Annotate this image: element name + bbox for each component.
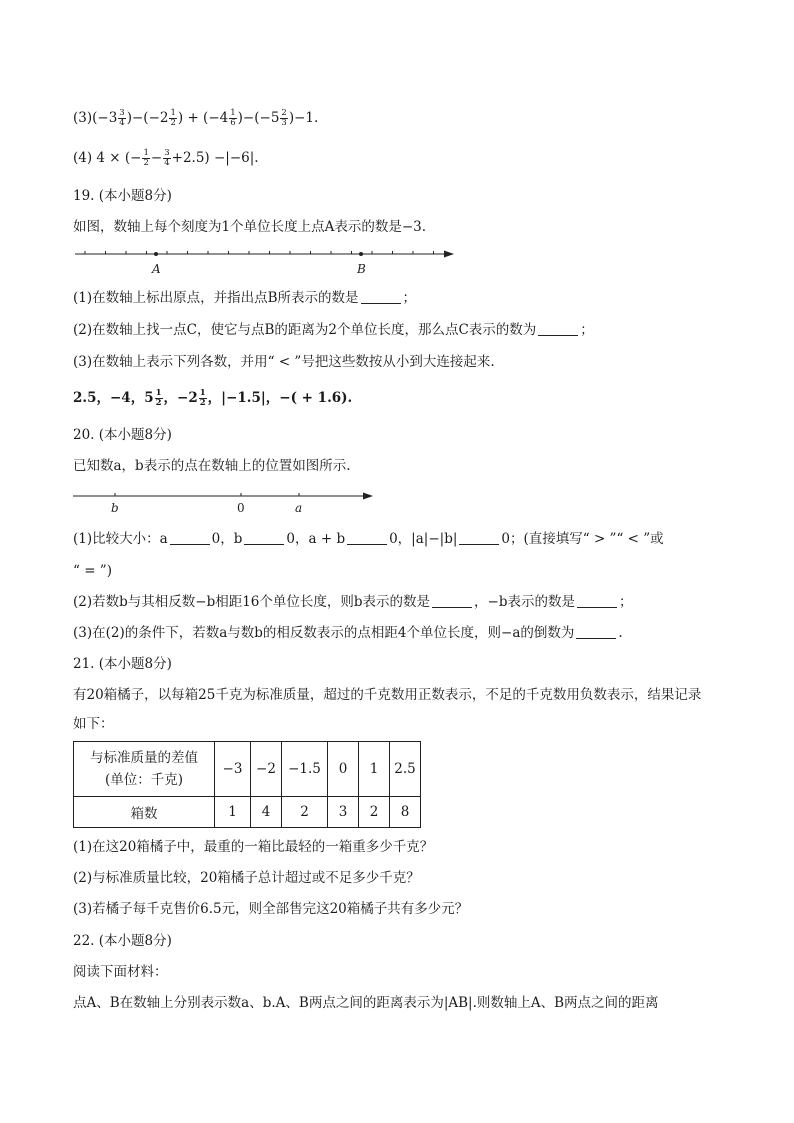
answer-blank — [577, 594, 617, 608]
q21-header: 21. (本小题8分) — [73, 656, 172, 672]
q20-part3 — [73, 623, 623, 643]
q19-part3: (3)在数轴上表示下列各数，并用“ < ”号把这些数按从小到大连接起来. — [73, 354, 495, 370]
answer-blank — [432, 594, 472, 608]
q21-data-table — [73, 741, 421, 828]
table-cell: −1.5 — [282, 742, 328, 797]
table-cell: 2.5 — [390, 742, 421, 797]
punct: ； — [402, 290, 417, 306]
frac-den: 6 — [230, 118, 236, 128]
expr-text: )−1. — [288, 110, 319, 126]
frac-den: 4 — [164, 158, 170, 168]
table-header-cell — [74, 742, 215, 797]
table-cell: 1 — [359, 742, 390, 797]
frac-num: 1 — [170, 108, 176, 118]
question-text: 0，a + b — [286, 531, 346, 547]
frac-num: 1 — [155, 388, 162, 398]
frac-num: 2 — [281, 108, 287, 118]
part-label: (3) — [73, 110, 93, 126]
header-line: (单位：千克) — [104, 772, 184, 788]
frac-num: 3 — [119, 108, 125, 118]
answer-blank — [347, 531, 387, 545]
question-text: 0，b — [211, 531, 243, 547]
table-cell: −2 — [251, 742, 282, 797]
answer-blank — [459, 531, 499, 545]
label-a: a — [295, 501, 303, 515]
q20-part2 — [73, 592, 633, 612]
q20-header: 20. (本小题8分) — [73, 427, 172, 443]
question-text: (2)在数轴上找一点C，使它与点B的距离为2个单位长度，那么点C表示的数为 — [73, 322, 537, 338]
frac-num: 1 — [199, 388, 206, 398]
q19-intro: 如图，数轴上每个刻度为1个单位长度上点A表示的数是−3. — [73, 219, 427, 235]
punct: . — [618, 625, 623, 641]
frac-den: 2 — [143, 158, 149, 168]
table-cell: 4 — [251, 797, 282, 828]
q19-header: 19. (本小题8分) — [73, 188, 172, 204]
frac-num: 1 — [230, 108, 236, 118]
numbers-text: ，|−1.5|，−( + 1.6). — [207, 390, 353, 406]
numbers-text: ，−2 — [163, 390, 198, 406]
question-text: ，−b表示的数是 — [474, 594, 576, 610]
q22-header: 22. (本小题8分) — [73, 933, 172, 949]
expr-text: − — [150, 150, 163, 166]
frac-den: 2 — [199, 398, 206, 408]
point-b-label: B — [357, 262, 366, 276]
q21-part2: (2)与标准质量比较，20箱橘子总计超过或不足多少千克？ — [73, 870, 420, 886]
frac-den: 2 — [155, 398, 162, 408]
expr-text: )−(−5 — [237, 110, 280, 126]
answer-blank — [244, 531, 284, 545]
q21-part1: (1)在这20箱橘子中，最重的一箱比最轻的一箱重多少千克？ — [73, 839, 434, 855]
question-text: (1)在数轴上标出原点，并指出点B所表示的数是 — [73, 290, 359, 306]
header-line: 与标准质量的差值 — [90, 750, 198, 766]
punct: ； — [580, 322, 594, 338]
q20-part1-cont: “ = ”) — [73, 563, 112, 579]
table-cell: 3 — [328, 797, 359, 828]
table-cell: 2 — [359, 797, 390, 828]
table-cell: 8 — [390, 797, 421, 828]
question-text: (1)比较大小：a — [73, 531, 168, 547]
expr-text: +2.5) −|−6|. — [171, 150, 259, 166]
question-text: (3)在(2)的条件下，若数a与数b的相反数表示的点相距4个单位长度，则−a的倒数为 — [73, 625, 575, 641]
table-cell: 1 — [215, 797, 251, 828]
answer-blank — [170, 531, 210, 545]
frac-den: 4 — [119, 118, 125, 128]
q22-intro: 阅读下面材料： — [73, 964, 168, 980]
frac-num: 3 — [164, 148, 170, 158]
numbers-text: 2.5，−4，5 — [73, 390, 154, 406]
q21-intro-1: 有20箱橘子，以每箱25千克为标准质量，超过的千克数用正数表示，不足的千克数用负数表示，结果记录 — [73, 687, 702, 703]
table-cell: −3 — [215, 742, 251, 797]
q20-axis-line — [73, 493, 373, 500]
expr-text: (−3 — [92, 110, 118, 126]
answer-blank — [576, 625, 616, 639]
q20-intro: 已知数a，b表示的点在数轴上的位置如图所示. — [73, 458, 351, 474]
q21-intro-2: 如下： — [73, 716, 114, 732]
expr-text: ) + (−4 — [177, 110, 229, 126]
label-0: 0 — [237, 501, 245, 515]
table-row — [74, 797, 421, 828]
label-b: b — [111, 501, 119, 515]
question-text: 0；(直接填写“ > ”“ < ”或 — [501, 531, 664, 547]
point-a-label: A — [152, 262, 161, 276]
question-text: 0，|a|−|b| — [389, 531, 458, 547]
punct: ； — [619, 594, 633, 610]
frac-den: 3 — [281, 118, 287, 128]
table-cell: 0 — [328, 742, 359, 797]
frac-den: 2 — [170, 118, 176, 128]
table-header-cell: 箱数 — [74, 797, 215, 828]
expr-text: (4) 4 × (− — [73, 150, 142, 166]
table-row — [74, 742, 421, 797]
question-text: (2)若数b与其相反数−b相距16个单位长度，则b表示的数是 — [73, 594, 431, 610]
frac-num: 1 — [143, 148, 149, 158]
q22-text: 点A、B在数轴上分别表示数a、b.A、B两点之间的距离表示为|AB|.则数轴上A、B两点之间的距离 — [73, 995, 659, 1011]
expr-text: )−(−2 — [126, 110, 169, 126]
table-cell: 2 — [282, 797, 328, 828]
q20-part1 — [73, 529, 664, 549]
q21-part3: (3)若橘子每千克售价6.5元，则全部售完这20箱橘子共有多少元？ — [73, 901, 469, 917]
